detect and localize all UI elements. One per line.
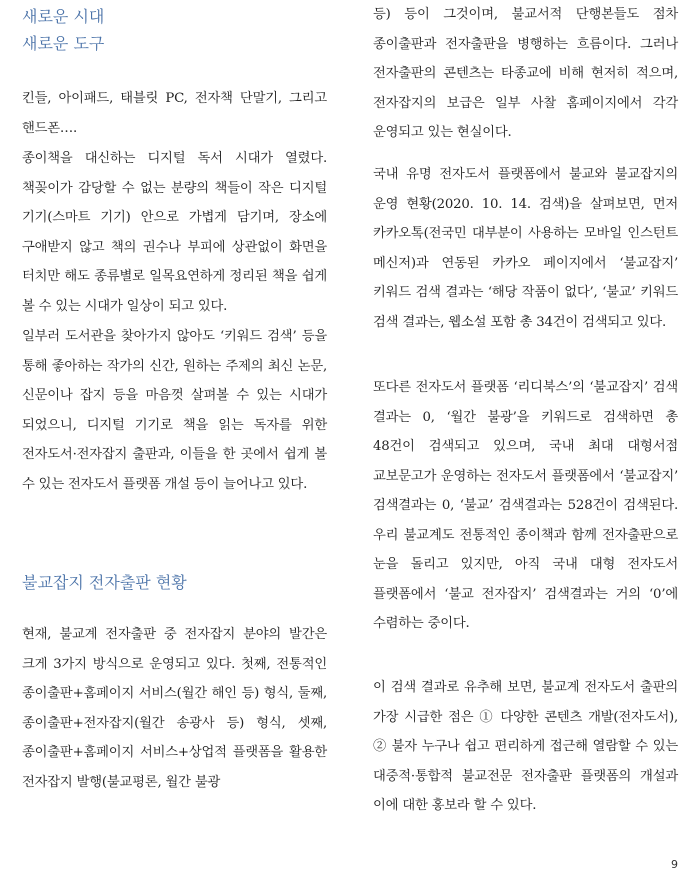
- heading-new-era: 새로운 시대: [22, 7, 105, 26]
- paragraph-continued-status: 등) 등이 그것이며, 불교서적 단행본들도 점차 종이출판과 전자출판을 병행하는 흐름이다. 그러나 전자출판의 콘텐츠는 타종교에 비해 현저히 적으며, 전자잡지의 보급은 일부 사찰 홈페이지에서 각각 운영되고 있는 현실이다.: [373, 7, 678, 140]
- heading-new-tools: 새로운 도구: [22, 34, 105, 53]
- paragraph-digital-reading: 종이책을 대신하는 디지털 독서 시대가 열렸다. 책꽂이가 감당할 수 없는 분량의 책들이 작은 디지털 기기(스마트 기기) 안으로 가볍게 담기며, 장소에 구애받지 않고 책의 권수나 부피에 상관없이 화면을 터치만 해도 종류별로 일목요연하게 정리된 책을 쉽게 볼 수 있는 시대가 일상이 되고 있다.: [22, 151, 327, 314]
- page-number: 9: [671, 858, 678, 871]
- paragraph-devices: 킨들, 아이패드, 태블릿 PC, 전자책 단말기, 그리고 핸드폰….: [22, 91, 327, 136]
- paragraph-current-status: 현재, 불교계 전자출판 중 전자잡지 분야의 발간은 크게 3가지 방식으로 운영되고 있다. 첫째, 전통적인 종이출판+홈페이지 서비스(월간 해인 등) 형식, 둘째, 종이출판+전자잡지(월간 송광사 등) 형식, 셋째, 종이출판+홈페이지 서비스+상업적 플랫폼을 활용한 전자잡지 발행(불교평론, 월간 불광: [22, 627, 327, 790]
- paragraph-conclusion: 이 검색 결과로 유추해 보면, 불교계 전자도서 출판의 가장 시급한 점은 ① 다양한 콘텐츠 개발(전자도서), ② 불자 누구나 쉽고 편리하게 접근해 열람할 수 있는 대중적·통합적 불교전문 전자출판 플랫폼의 개설과 이에 대한 홍보라 할 수 있다.: [373, 680, 678, 813]
- paragraph-kakao-search: 국내 유명 전자도서 플랫폼에서 불교와 불교잡지의 운영 현황(2020. 10. 14. 검색)을 살펴보면, 먼저 카카오톡(전국민 대부분이 사용하는 모바일 인스턴트 메신저)과 연동된 카카오 페이지에서 ‘불교잡지’ 키워드 검색 결과는 ‘해당 작품이 없다’, ‘불교’ 키워드 검색 결과는, 웹소설 포함 총 34건이 검색되고 있다.: [373, 167, 678, 330]
- paragraph-keyword-search: 일부러 도서관을 찾아가지 않아도 ‘키워드 검색’ 등을 통해 좋아하는 작가의 신간, 원하는 주제의 최신 논문, 신문이나 잡지 등을 마음껏 살펴볼 수 있는 시대가 되었으니, 디지털 기기로 책을 읽는 독자를 위한 전자도서·전자잡지 출판과, 이들을 한 곳에서 쉽게 볼 수 있는 전자도서 플랫폼 개설 등이 늘어나고 있다.: [22, 329, 327, 492]
- section-heading-buddhist-magazine: 불교잡지 전자출판 현황: [22, 573, 187, 592]
- paragraph-ridibooks-search: 또다른 전자도서 플랫폼 ‘리디북스’의 ‘불교잡지’ 검색 결과는 0, ‘월간 불광’을 키워드로 검색하면 총 48건이 검색되고 있으며, 국내 최대 대형서점 교보문고가 운영하는 전자도서 플랫폼에서 ‘불교잡지’ 검색결과는 0, ‘불교’ 검색결과는 528건이 검색된다. 우리 불교계도 전통적인 종이책과 함께 전자출판으로 눈을 돌리고 있지만, 아직 국내 대형 전자도서 플랫폼에서 ‘불교 전자잡지’ 검색결과는 거의 ‘0’에 수렴하는 중이다.: [373, 380, 678, 631]
